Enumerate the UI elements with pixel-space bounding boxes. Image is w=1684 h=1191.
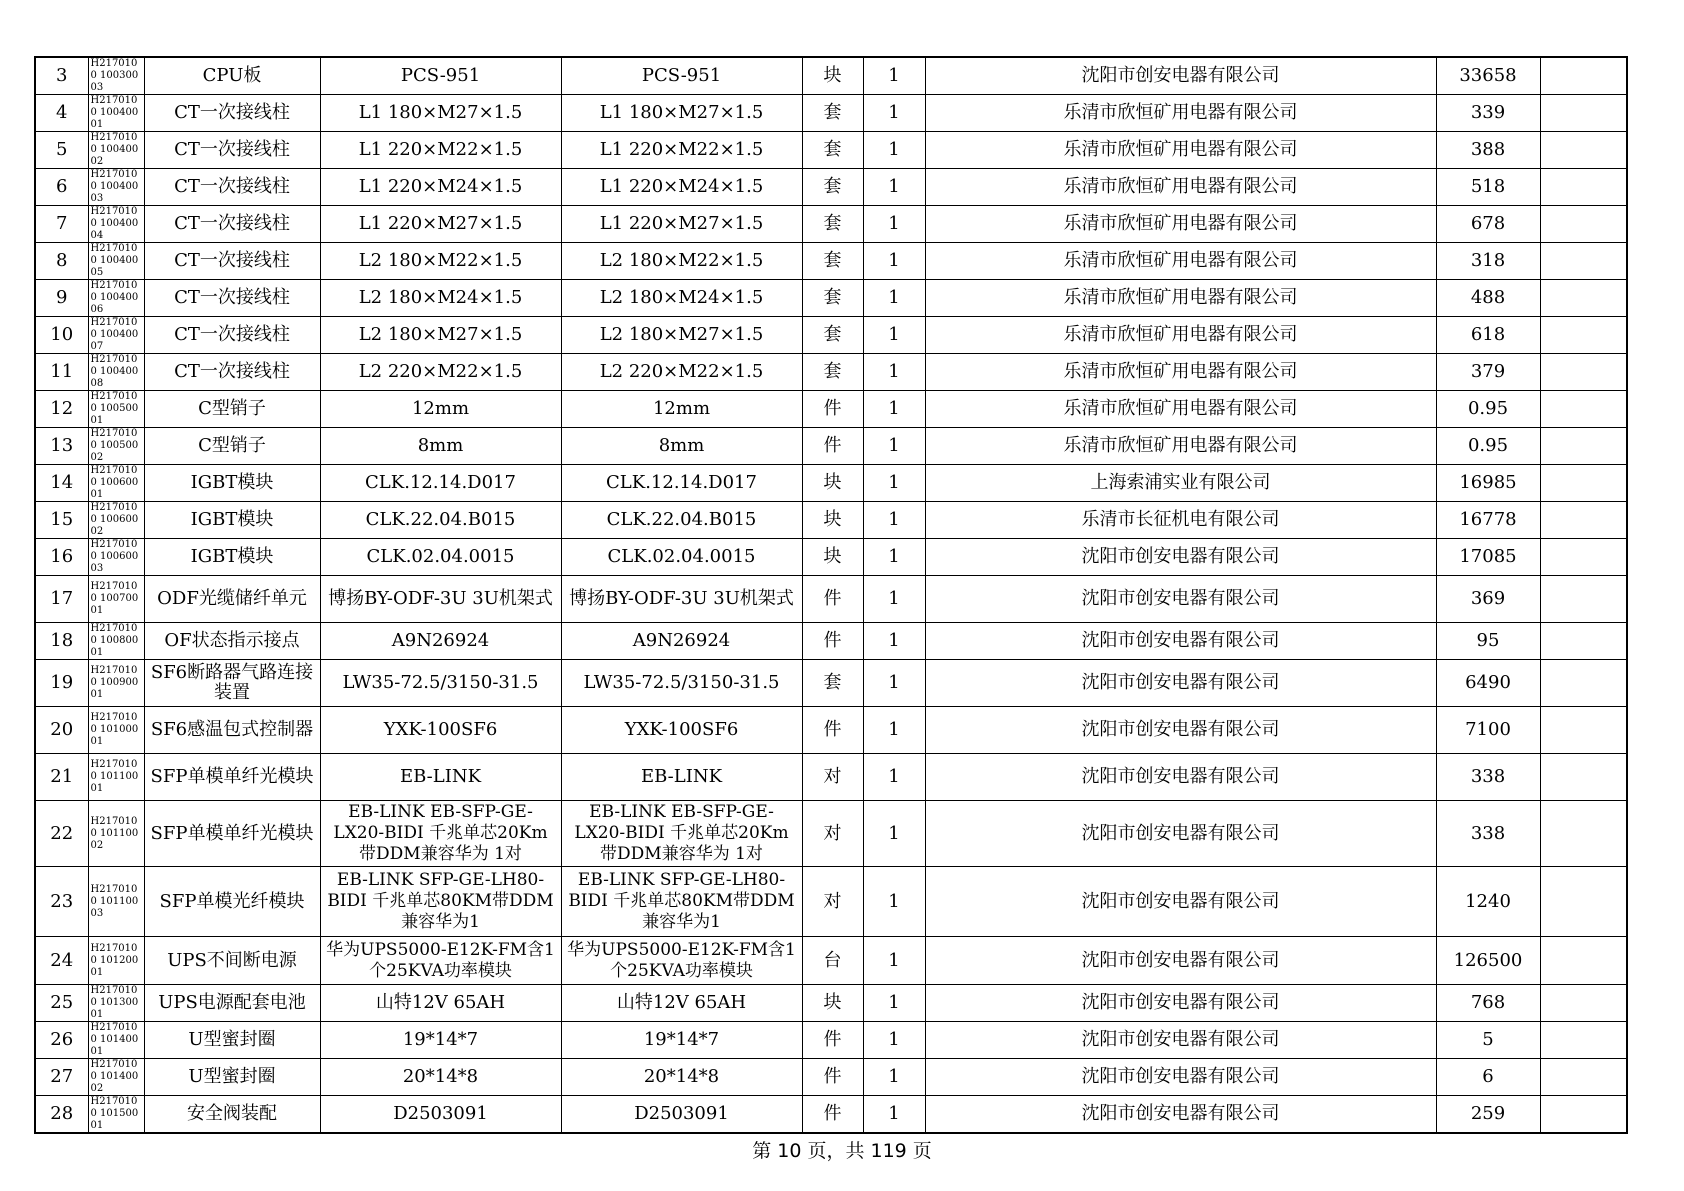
item-name-cell: CT一次接线柱 <box>144 169 320 206</box>
item-code-cell: H2170100 10050002 <box>88 428 144 465</box>
table-row <box>35 576 1627 623</box>
item-name-cell: C型销子 <box>144 391 320 428</box>
row-number-cell: 15 <box>35 502 88 539</box>
quantity-cell: 1 <box>863 57 925 95</box>
item-name-cell: CT一次接线柱 <box>144 243 320 280</box>
unit-price-cell: 17085 <box>1436 539 1540 576</box>
table-row <box>35 660 1627 707</box>
remark-cell <box>1540 1059 1627 1096</box>
spec-model-2-cell: L2 220×M22×1.5 <box>561 354 802 391</box>
item-code-cell: H2170100 10150001 <box>88 1096 144 1134</box>
unit-price-cell: 388 <box>1436 132 1540 169</box>
item-name-cell: CPU板 <box>144 57 320 95</box>
item-code-cell: H2170100 10040005 <box>88 243 144 280</box>
supplier-cell: 沈阳市创安电器有限公司 <box>925 1096 1436 1134</box>
item-code-cell: H2170100 10040008 <box>88 354 144 391</box>
remark-cell <box>1540 707 1627 754</box>
supplier-cell: 沈阳市创安电器有限公司 <box>925 576 1436 623</box>
spec-model-2-cell: 20*14*8 <box>561 1059 802 1096</box>
unit-price-cell: 338 <box>1436 801 1540 867</box>
unit-cell: 件 <box>802 576 863 623</box>
item-code-cell: H2170100 10040007 <box>88 317 144 354</box>
table-row <box>35 391 1627 428</box>
quantity-cell: 1 <box>863 985 925 1022</box>
spec-model-2-cell: D2503091 <box>561 1096 802 1134</box>
table-row <box>35 985 1627 1022</box>
remark-cell <box>1540 502 1627 539</box>
unit-cell: 对 <box>802 754 863 801</box>
table-row <box>35 754 1627 801</box>
spec-model-cell: 华为UPS5000-E12K-FM含1个25KVA功率模块 <box>320 937 561 985</box>
remark-cell <box>1540 985 1627 1022</box>
page-footer: 第 10 页，共 119 页 <box>752 1140 932 1162</box>
spec-model-cell: 19*14*7 <box>320 1022 561 1059</box>
row-number-cell: 23 <box>35 867 88 937</box>
unit-cell: 套 <box>802 660 863 707</box>
quantity-cell: 1 <box>863 132 925 169</box>
supplier-cell: 沈阳市创安电器有限公司 <box>925 801 1436 867</box>
item-name-cell: CT一次接线柱 <box>144 95 320 132</box>
item-code-cell: H2170100 10070001 <box>88 576 144 623</box>
quantity-cell: 1 <box>863 354 925 391</box>
remark-cell <box>1540 57 1627 95</box>
spec-model-cell: CLK.02.04.0015 <box>320 539 561 576</box>
item-name-cell: IGBT模块 <box>144 539 320 576</box>
item-code-cell: H2170100 10030003 <box>88 57 144 95</box>
supplier-cell: 乐清市欣恒矿用电器有限公司 <box>925 391 1436 428</box>
quantity-cell: 1 <box>863 1022 925 1059</box>
unit-price-cell: 1240 <box>1436 867 1540 937</box>
unit-price-cell: 369 <box>1436 576 1540 623</box>
spec-model-2-cell: L1 220×M22×1.5 <box>561 132 802 169</box>
spec-model-cell: L1 220×M24×1.5 <box>320 169 561 206</box>
row-number-cell: 24 <box>35 937 88 985</box>
supplier-cell: 乐清市欣恒矿用电器有限公司 <box>925 428 1436 465</box>
table-row <box>35 132 1627 169</box>
spec-model-2-cell: LW35-72.5/3150-31.5 <box>561 660 802 707</box>
row-number-cell: 16 <box>35 539 88 576</box>
unit-cell: 件 <box>802 1022 863 1059</box>
item-name-cell: IGBT模块 <box>144 465 320 502</box>
row-number-cell: 3 <box>35 57 88 95</box>
item-code-cell: H2170100 10040001 <box>88 95 144 132</box>
quantity-cell: 1 <box>863 754 925 801</box>
table-body <box>35 57 1627 1133</box>
row-number-cell: 28 <box>35 1096 88 1134</box>
remark-cell <box>1540 576 1627 623</box>
spec-model-cell: 12mm <box>320 391 561 428</box>
table-row <box>35 707 1627 754</box>
remark-cell <box>1540 623 1627 660</box>
unit-cell: 台 <box>802 937 863 985</box>
remark-cell <box>1540 801 1627 867</box>
supplier-cell: 乐清市欣恒矿用电器有限公司 <box>925 280 1436 317</box>
row-number-cell: 18 <box>35 623 88 660</box>
spec-model-cell: CLK.12.14.D017 <box>320 465 561 502</box>
row-number-cell: 4 <box>35 95 88 132</box>
table-row <box>35 1096 1627 1134</box>
table-row <box>35 1059 1627 1096</box>
unit-price-cell: 95 <box>1436 623 1540 660</box>
supplier-cell: 沈阳市创安电器有限公司 <box>925 539 1436 576</box>
unit-price-cell: 16985 <box>1436 465 1540 502</box>
unit-cell: 套 <box>802 243 863 280</box>
unit-price-cell: 488 <box>1436 280 1540 317</box>
spec-model-2-cell: 华为UPS5000-E12K-FM含1个25KVA功率模块 <box>561 937 802 985</box>
spec-model-cell: PCS-951 <box>320 57 561 95</box>
supplier-cell: 沈阳市创安电器有限公司 <box>925 660 1436 707</box>
supplier-cell: 沈阳市创安电器有限公司 <box>925 57 1436 95</box>
table-row <box>35 801 1627 867</box>
row-number-cell: 7 <box>35 206 88 243</box>
spec-model-2-cell: 12mm <box>561 391 802 428</box>
unit-cell: 套 <box>802 354 863 391</box>
unit-price-cell: 33658 <box>1436 57 1540 95</box>
table-row <box>35 354 1627 391</box>
item-code-cell: H2170100 10110003 <box>88 867 144 937</box>
remark-cell <box>1540 465 1627 502</box>
spec-model-cell: L1 220×M22×1.5 <box>320 132 561 169</box>
quantity-cell: 1 <box>863 623 925 660</box>
table-row <box>35 169 1627 206</box>
item-code-cell: H2170100 10050001 <box>88 391 144 428</box>
remark-cell <box>1540 206 1627 243</box>
unit-cell: 对 <box>802 867 863 937</box>
table-row <box>35 465 1627 502</box>
item-name-cell: CT一次接线柱 <box>144 354 320 391</box>
spec-model-2-cell: L1 220×M24×1.5 <box>561 169 802 206</box>
table-row <box>35 623 1627 660</box>
supplier-cell: 沈阳市创安电器有限公司 <box>925 1022 1436 1059</box>
item-code-cell: H2170100 10130001 <box>88 985 144 1022</box>
spec-model-2-cell: L2 180×M22×1.5 <box>561 243 802 280</box>
unit-price-cell: 318 <box>1436 243 1540 280</box>
unit-price-cell: 7100 <box>1436 707 1540 754</box>
unit-cell: 块 <box>802 57 863 95</box>
item-name-cell: U型蜜封圈 <box>144 1022 320 1059</box>
spec-model-2-cell: CLK.22.04.B015 <box>561 502 802 539</box>
unit-cell: 块 <box>802 502 863 539</box>
quantity-cell: 1 <box>863 660 925 707</box>
quantity-cell: 1 <box>863 707 925 754</box>
remark-cell <box>1540 95 1627 132</box>
unit-price-cell: 126500 <box>1436 937 1540 985</box>
item-code-cell: H2170100 10040003 <box>88 169 144 206</box>
unit-price-cell: 768 <box>1436 985 1540 1022</box>
remark-cell <box>1540 169 1627 206</box>
quantity-cell: 1 <box>863 801 925 867</box>
item-code-cell: H2170100 10120001 <box>88 937 144 985</box>
remark-cell <box>1540 428 1627 465</box>
item-name-cell: SFP单模单纤光模块 <box>144 754 320 801</box>
unit-price-cell: 0.95 <box>1436 428 1540 465</box>
spec-model-2-cell: 19*14*7 <box>561 1022 802 1059</box>
item-name-cell: C型销子 <box>144 428 320 465</box>
item-code-cell: H2170100 10060002 <box>88 502 144 539</box>
row-number-cell: 9 <box>35 280 88 317</box>
supplier-cell: 沈阳市创安电器有限公司 <box>925 623 1436 660</box>
spec-model-2-cell: PCS-951 <box>561 57 802 95</box>
item-code-cell: H2170100 10110002 <box>88 801 144 867</box>
unit-price-cell: 618 <box>1436 317 1540 354</box>
spec-model-cell: LW35-72.5/3150-31.5 <box>320 660 561 707</box>
table-row <box>35 539 1627 576</box>
spec-model-cell: A9N26924 <box>320 623 561 660</box>
unit-cell: 件 <box>802 1096 863 1134</box>
supplier-cell: 沈阳市创安电器有限公司 <box>925 867 1436 937</box>
row-number-cell: 22 <box>35 801 88 867</box>
quantity-cell: 1 <box>863 465 925 502</box>
spec-model-cell: EB-LINK <box>320 754 561 801</box>
remark-cell <box>1540 132 1627 169</box>
quantity-cell: 1 <box>863 502 925 539</box>
spec-model-2-cell: L1 180×M27×1.5 <box>561 95 802 132</box>
supplier-cell: 乐清市欣恒矿用电器有限公司 <box>925 95 1436 132</box>
table-row <box>35 317 1627 354</box>
supplier-cell: 沈阳市创安电器有限公司 <box>925 985 1436 1022</box>
remark-cell <box>1540 660 1627 707</box>
supplier-cell: 沈阳市创安电器有限公司 <box>925 1059 1436 1096</box>
unit-cell: 块 <box>802 465 863 502</box>
spec-model-2-cell: 博扬BY-ODF-3U 3U机架式 <box>561 576 802 623</box>
remark-cell <box>1540 867 1627 937</box>
spec-model-2-cell: L2 180×M24×1.5 <box>561 280 802 317</box>
unit-cell: 件 <box>802 391 863 428</box>
remark-cell <box>1540 1022 1627 1059</box>
item-name-cell: IGBT模块 <box>144 502 320 539</box>
item-code-cell: H2170100 10100001 <box>88 707 144 754</box>
remark-cell <box>1540 317 1627 354</box>
remark-cell <box>1540 1096 1627 1134</box>
table-row <box>35 867 1627 937</box>
unit-price-cell: 339 <box>1436 95 1540 132</box>
unit-cell: 块 <box>802 985 863 1022</box>
supplier-cell: 沈阳市创安电器有限公司 <box>925 707 1436 754</box>
row-number-cell: 6 <box>35 169 88 206</box>
quantity-cell: 1 <box>863 317 925 354</box>
remark-cell <box>1540 754 1627 801</box>
row-number-cell: 20 <box>35 707 88 754</box>
spec-model-2-cell: CLK.02.04.0015 <box>561 539 802 576</box>
item-name-cell: U型蜜封圈 <box>144 1059 320 1096</box>
unit-cell: 套 <box>802 206 863 243</box>
item-name-cell: SF6感温包式控制器 <box>144 707 320 754</box>
unit-price-cell: 0.95 <box>1436 391 1540 428</box>
item-name-cell: ODF光缆储纤单元 <box>144 576 320 623</box>
supplier-cell: 乐清市欣恒矿用电器有限公司 <box>925 354 1436 391</box>
item-code-cell: H2170100 10040002 <box>88 132 144 169</box>
unit-price-cell: 518 <box>1436 169 1540 206</box>
item-code-cell: H2170100 10060001 <box>88 465 144 502</box>
item-name-cell: SFP单模光纤模块 <box>144 867 320 937</box>
unit-price-cell: 6490 <box>1436 660 1540 707</box>
row-number-cell: 10 <box>35 317 88 354</box>
unit-cell: 套 <box>802 95 863 132</box>
remark-cell <box>1540 391 1627 428</box>
unit-price-cell: 6 <box>1436 1059 1540 1096</box>
item-code-cell: H2170100 10040004 <box>88 206 144 243</box>
spec-model-cell: L1 180×M27×1.5 <box>320 95 561 132</box>
row-number-cell: 25 <box>35 985 88 1022</box>
row-number-cell: 5 <box>35 132 88 169</box>
spec-model-2-cell: EB-LINK SFP-GE-LH80-BIDI 千兆单芯80KM带DDM兼容华为1 <box>561 867 802 937</box>
table-row <box>35 243 1627 280</box>
item-code-cell: H2170100 10080001 <box>88 623 144 660</box>
unit-cell: 块 <box>802 539 863 576</box>
remark-cell <box>1540 280 1627 317</box>
unit-price-cell: 16778 <box>1436 502 1540 539</box>
item-name-cell: CT一次接线柱 <box>144 280 320 317</box>
quantity-cell: 1 <box>863 867 925 937</box>
unit-cell: 套 <box>802 169 863 206</box>
spec-model-cell: 山特12V 65AH <box>320 985 561 1022</box>
row-number-cell: 26 <box>35 1022 88 1059</box>
supplier-cell: 乐清市欣恒矿用电器有限公司 <box>925 243 1436 280</box>
table-row <box>35 57 1627 95</box>
spec-model-cell: CLK.22.04.B015 <box>320 502 561 539</box>
unit-price-cell: 259 <box>1436 1096 1540 1134</box>
unit-cell: 套 <box>802 317 863 354</box>
spec-model-2-cell: L2 180×M27×1.5 <box>561 317 802 354</box>
item-name-cell: UPS不间断电源 <box>144 937 320 985</box>
supplier-cell: 沈阳市创安电器有限公司 <box>925 754 1436 801</box>
quantity-cell: 1 <box>863 95 925 132</box>
spec-model-2-cell: YXK-100SF6 <box>561 707 802 754</box>
item-name-cell: UPS电源配套电池 <box>144 985 320 1022</box>
supplier-cell: 乐清市长征机电有限公司 <box>925 502 1436 539</box>
spec-model-2-cell: A9N26924 <box>561 623 802 660</box>
item-name-cell: SF6断路器气路连接装置 <box>144 660 320 707</box>
item-name-cell: SFP单模单纤光模块 <box>144 801 320 867</box>
unit-price-cell: 678 <box>1436 206 1540 243</box>
spec-model-cell: L1 220×M27×1.5 <box>320 206 561 243</box>
spec-model-cell: L2 180×M22×1.5 <box>320 243 561 280</box>
item-name-cell: CT一次接线柱 <box>144 132 320 169</box>
quantity-cell: 1 <box>863 937 925 985</box>
table-row <box>35 937 1627 985</box>
item-name-cell: OF状态指示接点 <box>144 623 320 660</box>
item-code-cell: H2170100 10110001 <box>88 754 144 801</box>
spec-model-cell: YXK-100SF6 <box>320 707 561 754</box>
spec-model-2-cell: EB-LINK <box>561 754 802 801</box>
spec-model-cell: L2 180×M27×1.5 <box>320 317 561 354</box>
quantity-cell: 1 <box>863 576 925 623</box>
unit-cell: 对 <box>802 801 863 867</box>
item-code-cell: H2170100 10060003 <box>88 539 144 576</box>
unit-price-cell: 379 <box>1436 354 1540 391</box>
quantity-cell: 1 <box>863 1096 925 1134</box>
price-table <box>34 56 1628 1134</box>
supplier-cell: 沈阳市创安电器有限公司 <box>925 937 1436 985</box>
spec-model-2-cell: 山特12V 65AH <box>561 985 802 1022</box>
remark-cell <box>1540 243 1627 280</box>
unit-cell: 件 <box>802 623 863 660</box>
remark-cell <box>1540 937 1627 985</box>
row-number-cell: 14 <box>35 465 88 502</box>
quantity-cell: 1 <box>863 428 925 465</box>
item-name-cell: 安全阀装配 <box>144 1096 320 1134</box>
spec-model-cell: L2 220×M22×1.5 <box>320 354 561 391</box>
item-name-cell: CT一次接线柱 <box>144 317 320 354</box>
table-row <box>35 206 1627 243</box>
unit-cell: 件 <box>802 428 863 465</box>
quantity-cell: 1 <box>863 206 925 243</box>
unit-cell: 套 <box>802 132 863 169</box>
spec-model-cell: 8mm <box>320 428 561 465</box>
remark-cell <box>1540 539 1627 576</box>
unit-price-cell: 338 <box>1436 754 1540 801</box>
quantity-cell: 1 <box>863 243 925 280</box>
spec-model-2-cell: EB-LINK EB-SFP-GE-LX20-BIDI 千兆单芯20Km 带DDM兼容华为 1对 <box>561 801 802 867</box>
spec-model-cell: D2503091 <box>320 1096 561 1134</box>
quantity-cell: 1 <box>863 391 925 428</box>
quantity-cell: 1 <box>863 539 925 576</box>
table-row <box>35 428 1627 465</box>
spec-model-cell: 20*14*8 <box>320 1059 561 1096</box>
unit-cell: 套 <box>802 280 863 317</box>
supplier-cell: 乐清市欣恒矿用电器有限公司 <box>925 206 1436 243</box>
spec-model-cell: EB-LINK SFP-GE-LH80-BIDI 千兆单芯80KM带DDM兼容华为1 <box>320 867 561 937</box>
supplier-cell: 上海索浦实业有限公司 <box>925 465 1436 502</box>
row-number-cell: 27 <box>35 1059 88 1096</box>
row-number-cell: 13 <box>35 428 88 465</box>
spec-model-2-cell: 8mm <box>561 428 802 465</box>
item-code-cell: H2170100 10040006 <box>88 280 144 317</box>
spec-model-cell: L2 180×M24×1.5 <box>320 280 561 317</box>
item-name-cell: CT一次接线柱 <box>144 206 320 243</box>
remark-cell <box>1540 354 1627 391</box>
supplier-cell: 乐清市欣恒矿用电器有限公司 <box>925 317 1436 354</box>
table-row <box>35 502 1627 539</box>
table-row <box>35 95 1627 132</box>
quantity-cell: 1 <box>863 1059 925 1096</box>
unit-cell: 件 <box>802 1059 863 1096</box>
table-row <box>35 280 1627 317</box>
spec-model-cell: EB-LINK EB-SFP-GE-LX20-BIDI 千兆单芯20Km 带DDM兼容华为 1对 <box>320 801 561 867</box>
unit-price-cell: 5 <box>1436 1022 1540 1059</box>
row-number-cell: 19 <box>35 660 88 707</box>
quantity-cell: 1 <box>863 280 925 317</box>
row-number-cell: 12 <box>35 391 88 428</box>
supplier-cell: 乐清市欣恒矿用电器有限公司 <box>925 132 1436 169</box>
unit-cell: 件 <box>802 707 863 754</box>
supplier-cell: 乐清市欣恒矿用电器有限公司 <box>925 169 1436 206</box>
row-number-cell: 17 <box>35 576 88 623</box>
item-code-cell: H2170100 10140001 <box>88 1022 144 1059</box>
row-number-cell: 11 <box>35 354 88 391</box>
spec-model-cell: 博扬BY-ODF-3U 3U机架式 <box>320 576 561 623</box>
spec-model-2-cell: L1 220×M27×1.5 <box>561 206 802 243</box>
item-code-cell: H2170100 10090001 <box>88 660 144 707</box>
row-number-cell: 8 <box>35 243 88 280</box>
quantity-cell: 1 <box>863 169 925 206</box>
spec-model-2-cell: CLK.12.14.D017 <box>561 465 802 502</box>
row-number-cell: 21 <box>35 754 88 801</box>
table-row <box>35 1022 1627 1059</box>
item-code-cell: H2170100 10140002 <box>88 1059 144 1096</box>
